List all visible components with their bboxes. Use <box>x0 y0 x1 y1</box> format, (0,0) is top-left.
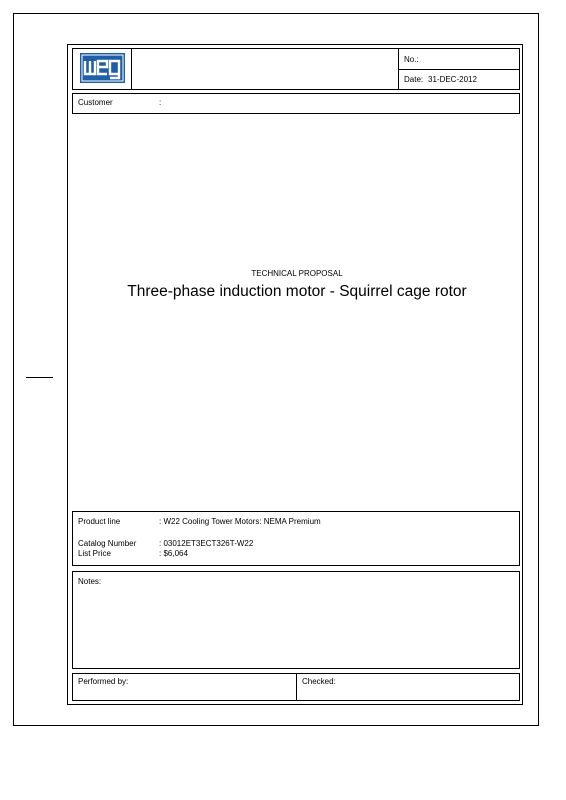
header-divider-mid <box>398 69 520 70</box>
signature-divider <box>296 673 297 701</box>
date-label: Date: <box>404 75 424 84</box>
checked-label: Checked: <box>302 677 336 686</box>
catalog-number-label: Catalog Number <box>78 539 137 548</box>
catalog-number-value: : 03012ET3ECT326T-W22 <box>159 539 254 548</box>
customer-label: Customer <box>78 98 113 107</box>
notes-label: Notes: <box>78 577 102 586</box>
performed-by-label: Performed by: <box>78 677 129 686</box>
notes-box <box>72 571 520 669</box>
header-divider-left <box>131 48 132 90</box>
list-price-value: : $6,064 <box>159 549 188 558</box>
document-subtitle: TECHNICAL PROPOSAL <box>251 269 343 278</box>
product-line-value: : W22 Cooling Tower Motors: NEMA Premium <box>159 517 321 526</box>
customer-box <box>72 93 520 114</box>
number-label: No.: <box>404 55 419 64</box>
customer-separator: : <box>159 98 162 107</box>
date-value: 31-DEC-2012 <box>428 75 477 84</box>
list-price-label: List Price <box>78 549 111 558</box>
weg-logo <box>80 53 125 83</box>
product-line-label: Product line <box>78 517 121 526</box>
fold-mark <box>26 377 53 378</box>
document-title: Three-phase induction motor - Squirrel cage rotor <box>127 283 467 300</box>
